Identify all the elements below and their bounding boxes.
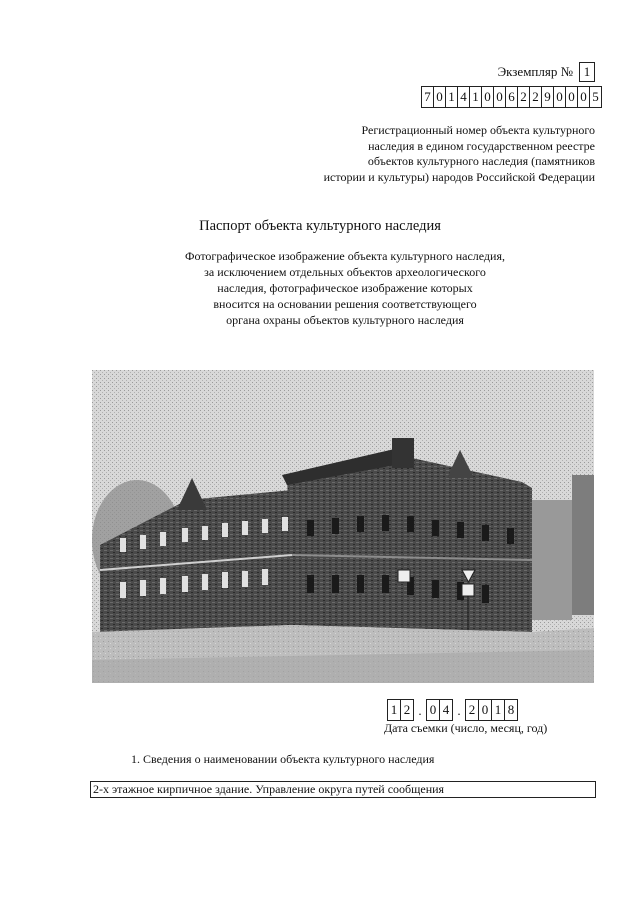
digit-cell: 6 <box>505 86 517 108</box>
digit-cell: 4 <box>457 86 469 108</box>
date-year <box>465 699 518 721</box>
date-separator: . <box>418 703 422 718</box>
photo-description-line: Фотографическое изображение объекта культурного наследия, <box>185 249 505 263</box>
digit-cell: 8 <box>504 699 518 721</box>
digit-cell: 0 <box>426 699 439 721</box>
digit-cell: 0 <box>433 86 445 108</box>
digit-cell: 7 <box>421 86 433 108</box>
date-day <box>387 699 414 721</box>
digit-cell: 0 <box>553 86 565 108</box>
digit-cell: 5 <box>589 86 602 108</box>
registration-caption-line: истории и культуры) народов Российской Федерации <box>323 169 595 184</box>
digit-cell: 1 <box>445 86 457 108</box>
registration-number <box>421 86 602 108</box>
digit-cell: 2 <box>517 86 529 108</box>
digit-cell: 0 <box>478 699 491 721</box>
copy-number-box: 1 <box>579 62 595 82</box>
page-title: Паспорт объекта культурного наследия <box>199 218 441 234</box>
photo-description <box>150 248 540 328</box>
digit-cell: 0 <box>493 86 505 108</box>
digit-cell: 2 <box>400 699 414 721</box>
building-photo <box>92 370 594 683</box>
digit-cell: 0 <box>565 86 577 108</box>
date-caption: Дата съемки (число, месяц, год) <box>384 721 548 735</box>
registration-caption <box>265 123 595 185</box>
digit-cell: 9 <box>541 86 553 108</box>
digit-cell: 2 <box>529 86 541 108</box>
copy-number-row <box>498 62 595 82</box>
registration-caption-line: объектов культурного наследия (памятников <box>367 154 595 168</box>
digit-cell: 0 <box>481 86 493 108</box>
digit-cell: 4 <box>439 699 453 721</box>
digit-cell: 1 <box>491 699 504 721</box>
object-name-field: 2-х этажное кирпичное здание. Управление округа путей сообщения <box>90 781 596 798</box>
registration-caption-line: наследия в едином государственном реестре <box>368 138 595 153</box>
digit-cell: 1 <box>387 699 400 721</box>
date-month <box>426 699 453 721</box>
photo-description-line: за исключением отдельных объектов археологического <box>204 265 486 279</box>
section-heading: 1. Сведения о наименовании объекта культурного наследия <box>131 752 435 766</box>
photo-description-line: органа охраны объектов культурного наследия <box>226 313 464 327</box>
registration-caption-line: Регистрационный номер объекта культурного <box>361 123 595 137</box>
digit-cell: 0 <box>577 86 589 108</box>
photo-date <box>387 699 518 721</box>
digit-cell: 1 <box>469 86 481 108</box>
photo-description-line: вносится на основании решения соответствующего <box>213 297 477 311</box>
copy-label: Экземпляр № <box>497 64 573 79</box>
photo-description-line: наследия, фотографическое изображение которых <box>217 281 473 295</box>
digit-cell: 2 <box>465 699 478 721</box>
date-separator: . <box>457 703 461 718</box>
